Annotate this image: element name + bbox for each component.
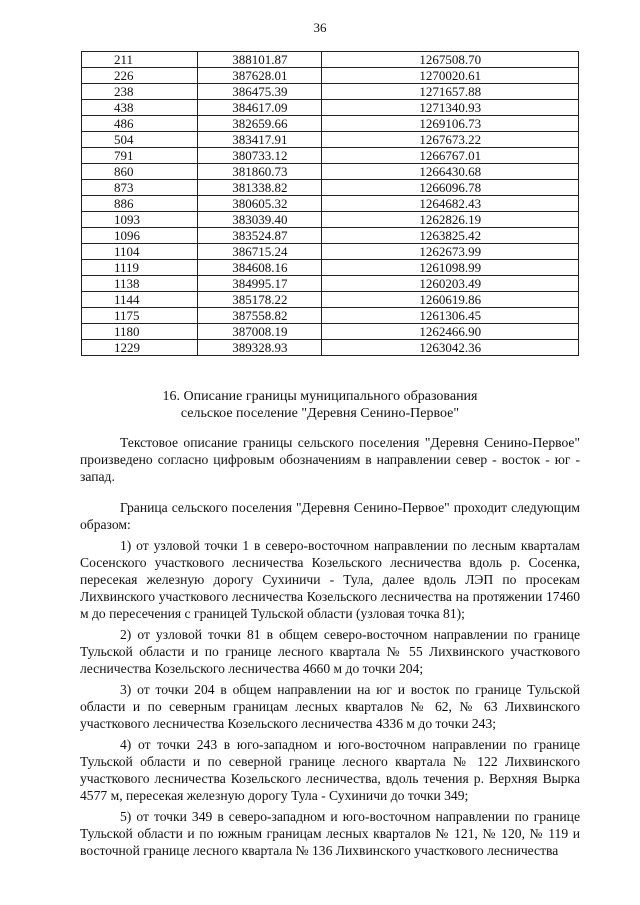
table-row <box>82 212 579 228</box>
x-coordinate-cell: 385178.22 <box>198 292 322 308</box>
x-coordinate-cell: 387008.19 <box>198 324 322 340</box>
paragraph: 3) от точки 204 в общем направлении на юг и восток по границе Тульской области и по северным границам лесных кварталов № 62, № 63 Лихвинского участкового лесничества Козельского лесничества 4336 м до точки 243; <box>80 682 580 731</box>
x-coordinate-cell: 381338.82 <box>198 180 322 196</box>
x-coordinate-cell: 386475.39 <box>198 84 322 100</box>
page-number: 36 <box>313 20 327 35</box>
y-coordinate-cell: 1262826.19 <box>322 212 579 228</box>
point-number-cell: 438 <box>82 100 198 116</box>
paragraph: 2) от узловой точки 81 в общем северо-восточном направлении по границе Тульской области и по границе лесного квартала № 55 Лихвинского участкового лесничества Козельского лесничества 4660 м до точки 204; <box>80 627 580 676</box>
x-coordinate-cell: 382659.66 <box>198 116 322 132</box>
point-number-cell: 1119 <box>82 260 198 276</box>
y-coordinate-cell: 1271340.93 <box>322 100 579 116</box>
table-row <box>82 260 579 276</box>
y-coordinate-cell: 1260203.49 <box>322 276 579 292</box>
coordinates-table <box>81 51 579 356</box>
point-number-cell: 238 <box>82 84 198 100</box>
point-number-cell: 226 <box>82 68 198 84</box>
table-row <box>82 148 579 164</box>
point-number-cell: 211 <box>82 52 198 68</box>
y-coordinate-cell: 1261306.45 <box>322 308 579 324</box>
y-coordinate-cell: 1260619.86 <box>322 292 579 308</box>
x-coordinate-cell: 383524.87 <box>198 228 322 244</box>
y-coordinate-cell: 1269106.73 <box>322 116 579 132</box>
y-coordinate-cell: 1266096.78 <box>322 180 579 196</box>
y-coordinate-cell: 1266767.01 <box>322 148 579 164</box>
table-row <box>82 132 579 148</box>
y-coordinate-cell: 1264682.43 <box>322 196 579 212</box>
table-row <box>82 196 579 212</box>
table-row <box>82 68 579 84</box>
x-coordinate-cell: 386715.24 <box>198 244 322 260</box>
y-coordinate-cell: 1262466.90 <box>322 324 579 340</box>
paragraph: 5) от точки 349 в северо-западном и юго-восточном направлении по границе Тульской области и по южным границам лесных кварталов № 121, № 120, № 119 и восточной границе лесного квартала № 136 Лихвинского участкового лесничества <box>80 809 580 858</box>
section-title-line-1: 16. Описание границы муниципального образования <box>162 389 478 404</box>
y-coordinate-cell: 1270020.61 <box>322 68 579 84</box>
x-coordinate-cell: 387628.01 <box>198 68 322 84</box>
point-number-cell: 1138 <box>82 276 198 292</box>
table-row <box>82 228 579 244</box>
point-number-cell: 791 <box>82 148 198 164</box>
x-coordinate-cell: 384617.09 <box>198 100 322 116</box>
y-coordinate-cell: 1266430.68 <box>322 164 579 180</box>
x-coordinate-cell: 383417.91 <box>198 132 322 148</box>
y-coordinate-cell: 1271657.88 <box>322 84 579 100</box>
point-number-cell: 1229 <box>82 340 198 356</box>
boundary-description <box>80 434 580 863</box>
table-row <box>82 324 579 340</box>
table-row <box>82 276 579 292</box>
x-coordinate-cell: 388101.87 <box>198 52 322 68</box>
x-coordinate-cell: 387558.82 <box>198 308 322 324</box>
x-coordinate-cell: 389328.93 <box>198 340 322 356</box>
x-coordinate-cell: 384995.17 <box>198 276 322 292</box>
table-row <box>82 84 579 100</box>
point-number-cell: 486 <box>82 116 198 132</box>
point-number-cell: 504 <box>82 132 198 148</box>
paragraph: 4) от точки 243 в юго-западном и юго-восточном направлении по границе Тульской области и по северной границе лесного квартала № 122 Лихвинского участкового лесничества Козельского лесничества, вдоль течения р. Верхняя Вырка 4577 м, пересекая железную дорогу Тула - Сухиничи до точки 349; <box>80 737 580 803</box>
x-coordinate-cell: 380733.12 <box>198 148 322 164</box>
point-number-cell: 1175 <box>82 308 198 324</box>
table-row <box>82 340 579 356</box>
table-row <box>82 308 579 324</box>
paragraph: 1) от узловой точки 1 в северо-восточном направлении по лесным кварталам Сосенского участкового лесничества Козельского лесничества вдоль р. Сосенка, пересекая железную дорогу Сухиничи - Тула, далее вдоль ЛЭП по просекам Лихвинского участкового лесничества Козельского лесничества на протяжении 17460 м до пересечения с границей Тульской области (узловая точка 81); <box>80 538 580 621</box>
section-title <box>0 388 640 422</box>
table-row <box>82 116 579 132</box>
point-number-cell: 1180 <box>82 324 198 340</box>
point-number-cell: 1144 <box>82 292 198 308</box>
table-row <box>82 292 579 308</box>
x-coordinate-cell: 381860.73 <box>198 164 322 180</box>
y-coordinate-cell: 1267508.70 <box>322 52 579 68</box>
paragraph: Граница сельского поселения "Деревня Сенино-Первое" проходит следующим образом: <box>80 500 580 532</box>
point-number-cell: 886 <box>82 196 198 212</box>
table-row <box>82 164 579 180</box>
point-number-cell: 1104 <box>82 244 198 260</box>
intro-paragraph: Текстовое описание границы сельского поселения "Деревня Сенино-Первое" произведено согласно цифровым обозначениям в направлении север - восток - юг - запад. <box>80 435 580 484</box>
table-row <box>82 100 579 116</box>
y-coordinate-cell: 1262673.99 <box>322 244 579 260</box>
section-title-line-2: сельское поселение "Деревня Сенино-Первое" <box>180 406 460 421</box>
y-coordinate-cell: 1263042.36 <box>322 340 579 356</box>
y-coordinate-cell: 1263825.42 <box>322 228 579 244</box>
coordinates-table-body <box>82 52 579 356</box>
point-number-cell: 1096 <box>82 228 198 244</box>
y-coordinate-cell: 1267673.22 <box>322 132 579 148</box>
point-number-cell: 860 <box>82 164 198 180</box>
table-row <box>82 52 579 68</box>
table-row <box>82 180 579 196</box>
table-row <box>82 244 579 260</box>
x-coordinate-cell: 380605.32 <box>198 196 322 212</box>
point-number-cell: 873 <box>82 180 198 196</box>
point-number-cell: 1093 <box>82 212 198 228</box>
x-coordinate-cell: 384608.16 <box>198 260 322 276</box>
x-coordinate-cell: 383039.40 <box>198 212 322 228</box>
y-coordinate-cell: 1261098.99 <box>322 260 579 276</box>
